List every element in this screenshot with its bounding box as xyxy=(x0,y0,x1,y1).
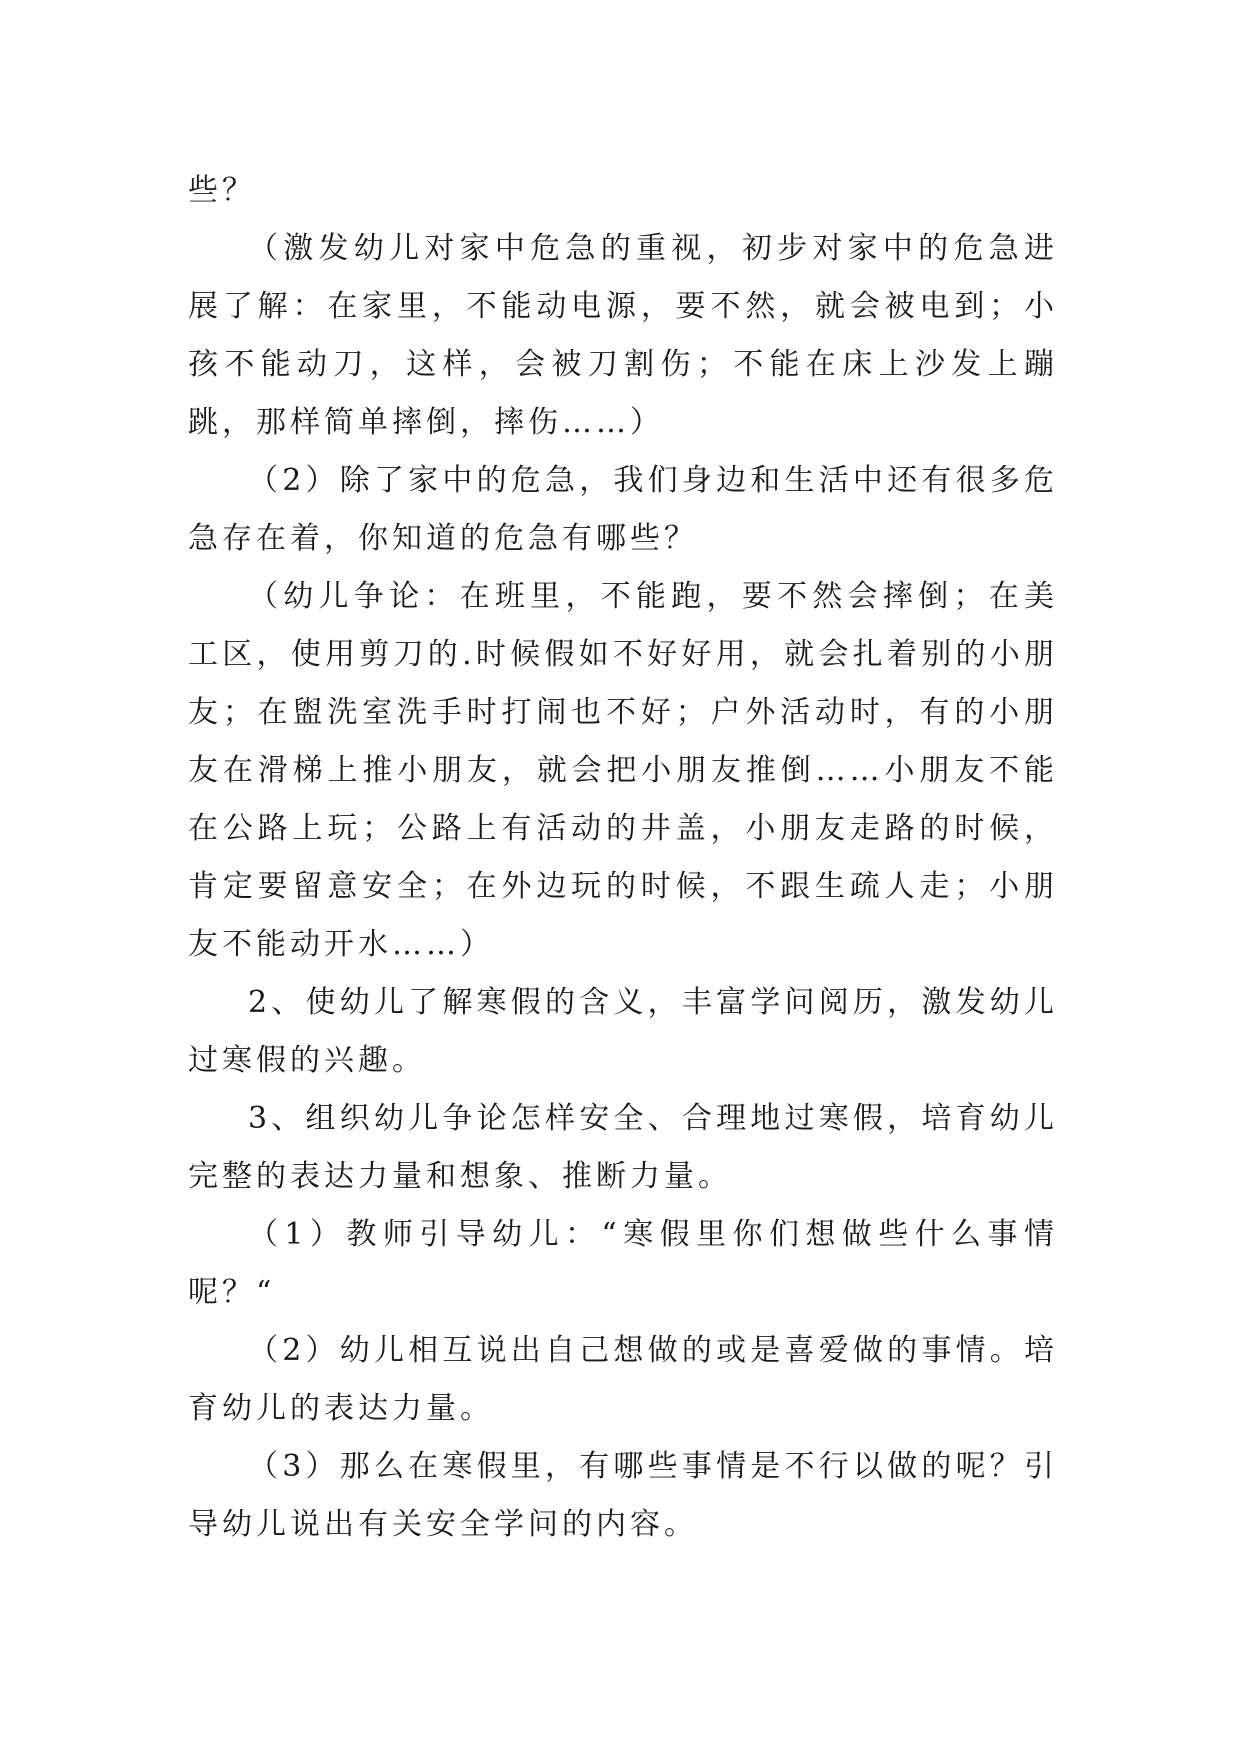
paragraph-children-discussion: （幼儿争论：在班里，不能跑，要不然会摔倒；在美工区，使用剪刀的.时候假如不好好用，就会扎着别的小朋友；在盥洗室洗手时打闹也不好；户外活动时，有的小朋友在滑梯上推小朋友，就会把小朋友推倒……小朋友不能在公路上玩；公路上有活动的井盖，小朋友走路的时候，肯定要留意安全；在外边玩的时候，不跟生疏人走；小朋友不能动开水……） xyxy=(188,579,1058,962)
paragraph-step-3: 3、组织幼儿争论怎样安全、合理地过寒假，培育幼儿完整的表达力量和想象、推断力量。 xyxy=(188,1101,1058,1194)
paragraph-home-dangers-note: （激发幼儿对家中危急的重视，初步对家中的危急进展了解：在家里，不能动电源，要不然，就会被电到；小孩不能动刀，这样，会被刀割伤；不能在床上沙发上蹦跳，那样简单摔倒，摔伤……） xyxy=(188,231,1058,440)
paragraph-continuation: 些？ xyxy=(188,173,256,208)
paragraph-sub-3: （3）那么在寒假里，有哪些事情是不行以做的呢？引导幼儿说出有关安全学问的内容。 xyxy=(188,1449,1058,1542)
paragraph-step-2: 2、使幼儿了解寒假的含义，丰富学问阅历，激发幼儿过寒假的兴趣。 xyxy=(188,985,1058,1078)
paragraph-item-2-question: （2）除了家中的危急，我们身边和生活中还有很多危急存在着，你知道的危急有哪些？ xyxy=(188,463,1058,556)
paragraph-sub-1: （1）教师引导幼儿：“寒假里你们想做些什么事情呢？“ xyxy=(188,1217,1058,1310)
paragraph-sub-2: （2）幼儿相互说出自己想做的或是喜爱做的事情。培育幼儿的表达力量。 xyxy=(188,1333,1058,1426)
